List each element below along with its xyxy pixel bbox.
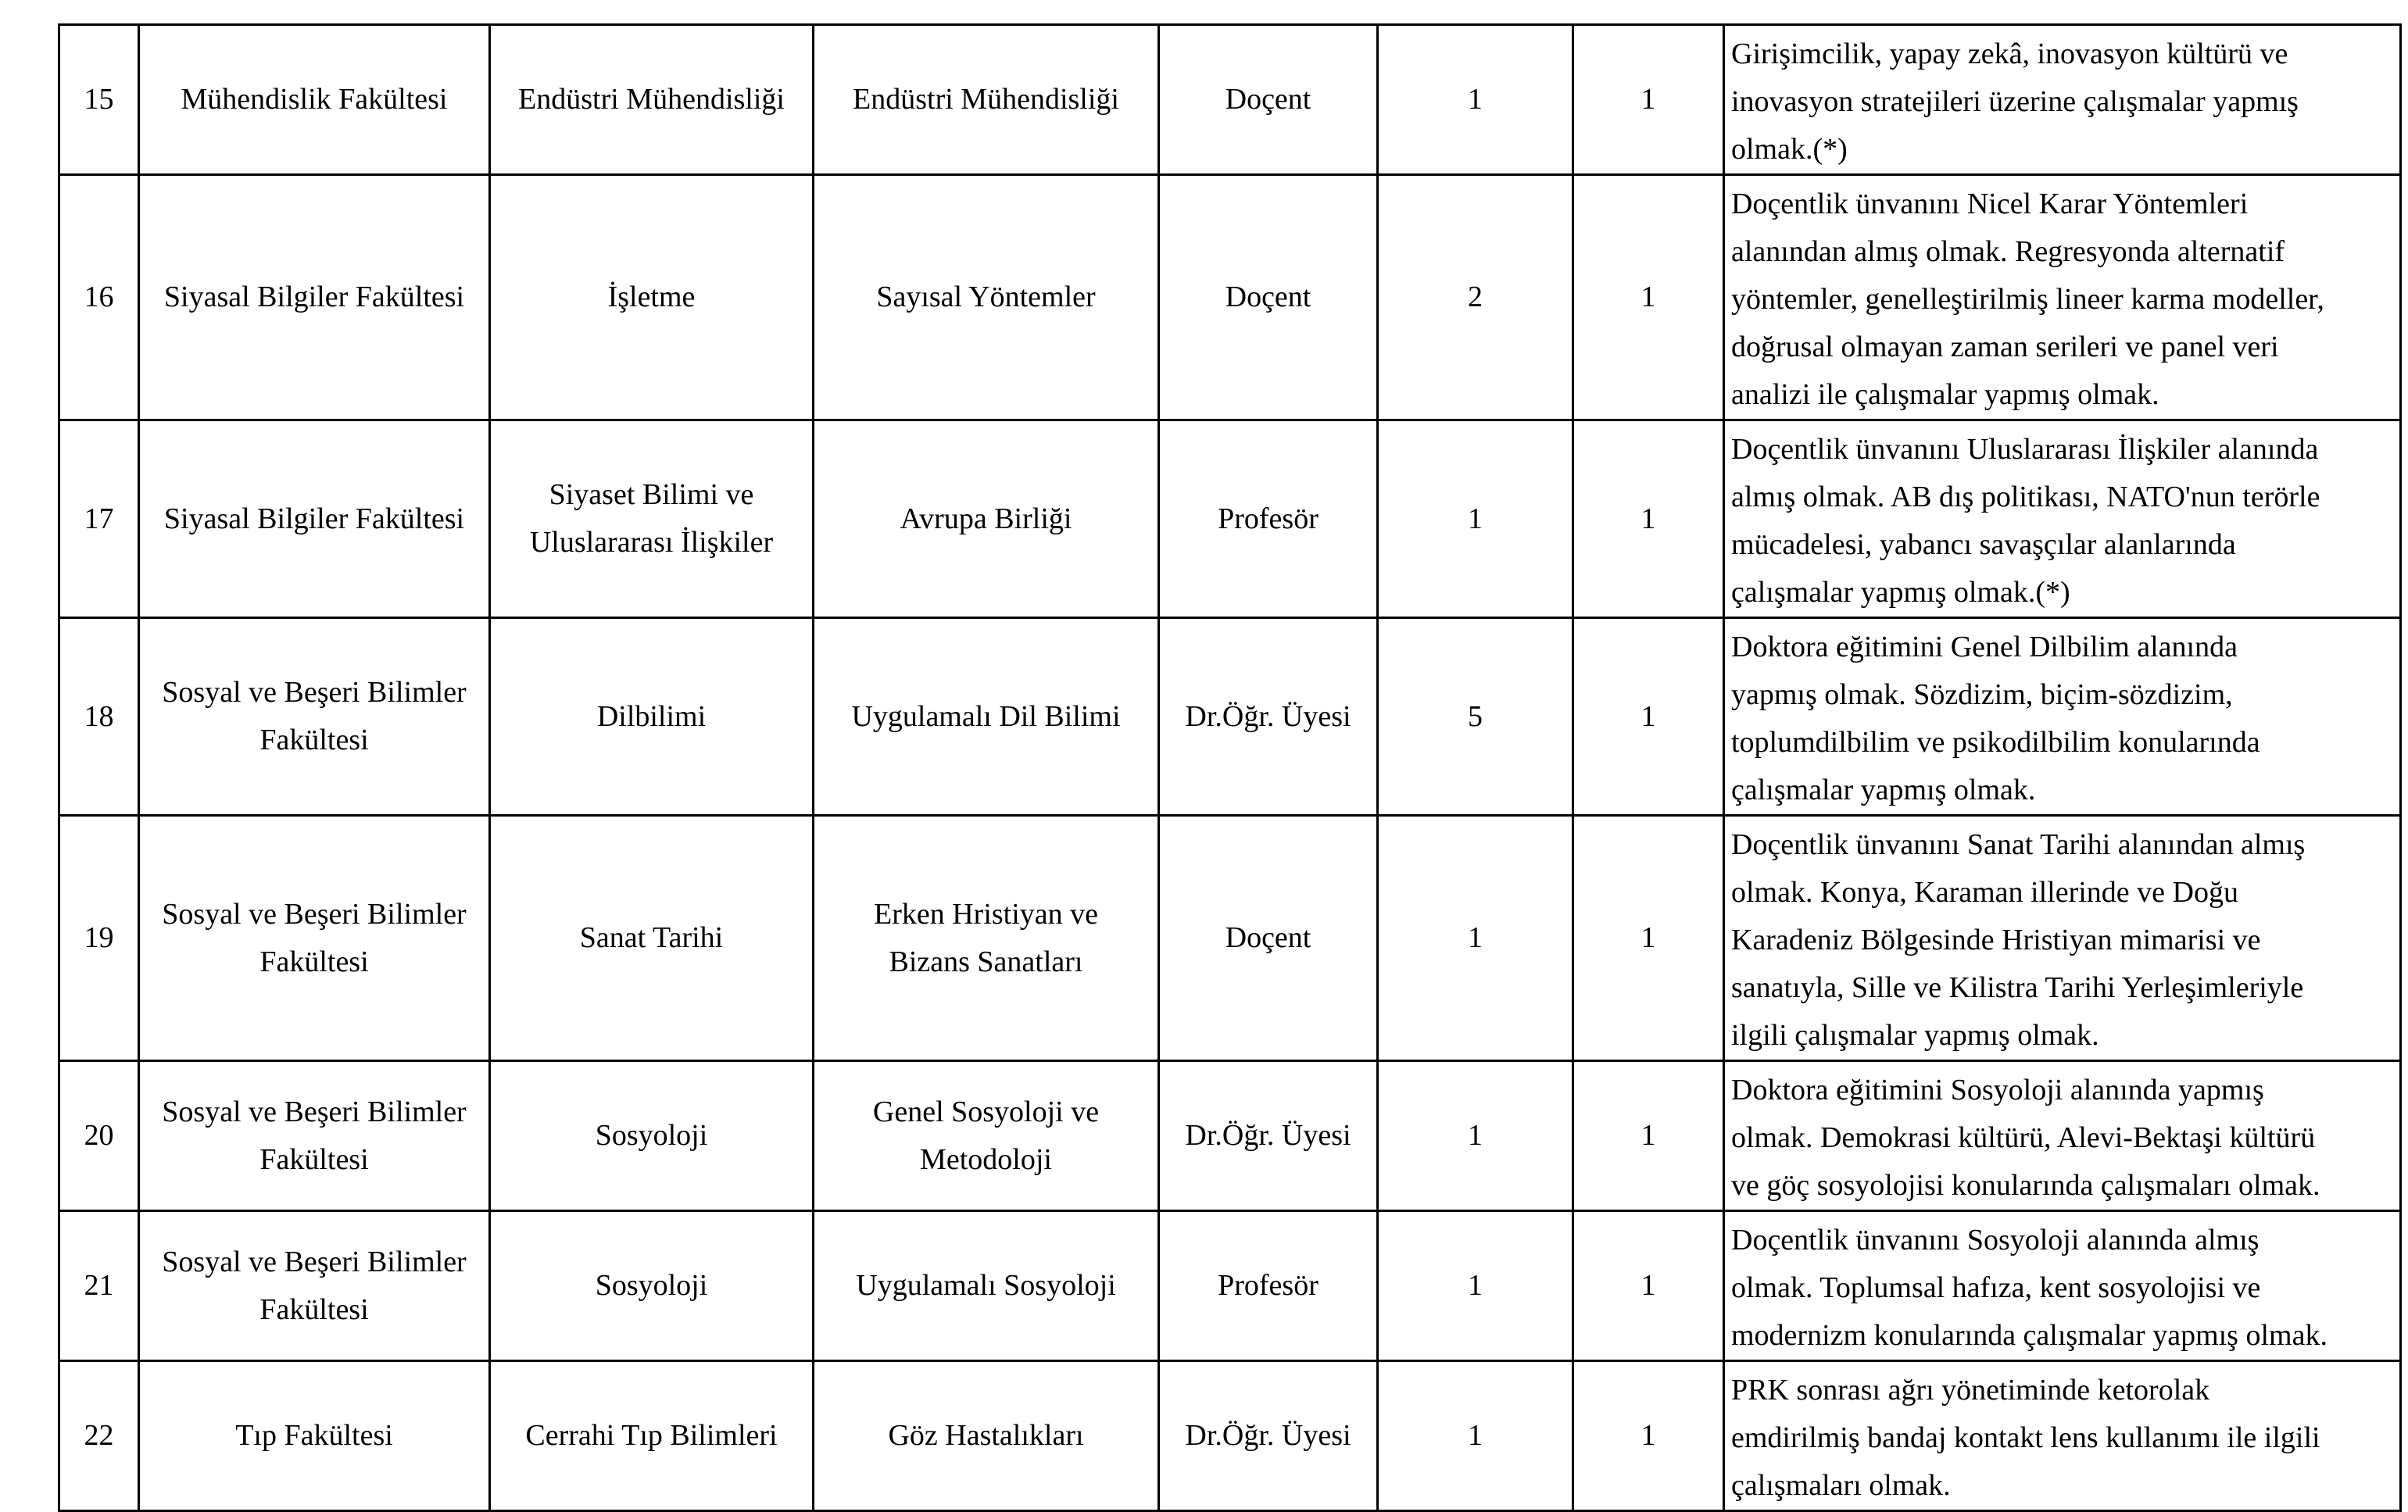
title-cell: Profesör [1159, 1211, 1378, 1361]
row-number: 19 [59, 816, 139, 1061]
title-cell: Doçent [1159, 175, 1378, 420]
requirement-cell: Doçentlik ünvanını Sanat Tarihi alanından almış olmak. Konya, Karaman illerinde ve Doğu Karadeniz Bölgesinde Hristiyan mimarisi ve sanatıyla, Sille ve Kilistra Tarihi Yerleşimleriyle ilgili çalışmalar yapmış olmak. [1724, 816, 2401, 1061]
table-row [59, 25, 2401, 175]
degree-cell: 1 [1378, 816, 1573, 1061]
row-number: 18 [59, 618, 139, 816]
row-number: 20 [59, 1061, 139, 1211]
requirement-cell: Doçentlik ünvanını Nicel Karar Yöntemleri alanından almış olmak. Regresyonda alternatif yöntemler, genelleştirilmiş lineer karma modeller, doğrusal olmayan zaman serileri ve panel veri analizi ile çalışmalar yapmış olmak. [1724, 175, 2401, 420]
row-number: 22 [59, 1361, 139, 1511]
faculty-cell: Siyasal Bilgiler Fakültesi [139, 420, 490, 618]
requirement-cell: Doçentlik ünvanını Sosyoloji alanında almış olmak. Toplumsal hafıza, kent sosyolojisi ve modernizm konularında çalışmalar yapmış olmak. [1724, 1211, 2401, 1361]
table-row [59, 1061, 2401, 1211]
count-cell: 1 [1573, 175, 1724, 420]
title-cell: Profesör [1159, 420, 1378, 618]
row-number: 15 [59, 25, 139, 175]
faculty-cell: Tıp Fakültesi [139, 1361, 490, 1511]
program-cell: Endüstri Mühendisliği [814, 25, 1159, 175]
program-cell: Uygulamalı Dil Bilimi [814, 618, 1159, 816]
count-cell: 1 [1573, 1211, 1724, 1361]
faculty-cell: Mühendislik Fakültesi [139, 25, 490, 175]
department-cell: Sanat Tarihi [490, 816, 814, 1061]
row-number: 16 [59, 175, 139, 420]
requirement-cell: Doktora eğitimini Genel Dilbilim alanında yapmış olmak. Sözdizim, biçim-sözdizim, toplumdilbilim ve psikodilbilim konularında çalışmalar yapmış olmak. [1724, 618, 2401, 816]
department-cell: İşletme [490, 175, 814, 420]
title-cell: Dr.Öğr. Üyesi [1159, 1061, 1378, 1211]
degree-cell: 1 [1378, 1061, 1573, 1211]
degree-cell: 1 [1378, 1361, 1573, 1511]
count-cell: 1 [1573, 1361, 1724, 1511]
table-row [59, 1211, 2401, 1361]
program-cell: Uygulamalı Sosyoloji [814, 1211, 1159, 1361]
faculty-cell: Sosyal ve Beşeri Bilimler Fakültesi [139, 618, 490, 816]
count-cell: 1 [1573, 1061, 1724, 1211]
row-number: 17 [59, 420, 139, 618]
program-cell: Sayısal Yöntemler [814, 175, 1159, 420]
program-cell: Göz Hastalıkları [814, 1361, 1159, 1511]
positions-table [58, 23, 2402, 1512]
department-cell: Sosyoloji [490, 1061, 814, 1211]
department-cell: Siyaset Bilimi ve Uluslararası İlişkiler [490, 420, 814, 618]
faculty-cell: Sosyal ve Beşeri Bilimler Fakültesi [139, 816, 490, 1061]
faculty-cell: Sosyal ve Beşeri Bilimler Fakültesi [139, 1211, 490, 1361]
table-row [59, 420, 2401, 618]
degree-cell: 2 [1378, 175, 1573, 420]
title-cell: Doçent [1159, 25, 1378, 175]
table-body [59, 25, 2401, 1511]
department-cell: Endüstri Mühendisliği [490, 25, 814, 175]
program-cell: Genel Sosyoloji ve Metodoloji [814, 1061, 1159, 1211]
department-cell: Dilbilimi [490, 618, 814, 816]
count-cell: 1 [1573, 618, 1724, 816]
degree-cell: 1 [1378, 420, 1573, 618]
degree-cell: 1 [1378, 25, 1573, 175]
table-row [59, 1361, 2401, 1511]
department-cell: Cerrahi Tıp Bilimleri [490, 1361, 814, 1511]
row-number: 21 [59, 1211, 139, 1361]
title-cell: Dr.Öğr. Üyesi [1159, 1361, 1378, 1511]
faculty-cell: Sosyal ve Beşeri Bilimler Fakültesi [139, 1061, 490, 1211]
program-cell: Erken Hristiyan ve Bizans Sanatları [814, 816, 1159, 1061]
title-cell: Doçent [1159, 816, 1378, 1061]
degree-cell: 5 [1378, 618, 1573, 816]
table-row [59, 175, 2401, 420]
requirement-cell: Girişimcilik, yapay zekâ, inovasyon kültürü ve inovasyon stratejileri üzerine çalışmalar yapmış olmak.(*) [1724, 25, 2401, 175]
program-cell: Avrupa Birliği [814, 420, 1159, 618]
count-cell: 1 [1573, 420, 1724, 618]
degree-cell: 1 [1378, 1211, 1573, 1361]
requirement-cell: Doktora eğitimini Sosyoloji alanında yapmış olmak. Demokrasi kültürü, Alevi-Bektaşi kültürü ve göç sosyolojisi konularında çalışmaları olmak. [1724, 1061, 2401, 1211]
requirement-cell: PRK sonrası ağrı yönetiminde ketorolak emdirilmiş bandaj kontakt lens kullanımı ile ilgili çalışmaları olmak. [1724, 1361, 2401, 1511]
count-cell: 1 [1573, 25, 1724, 175]
faculty-cell: Siyasal Bilgiler Fakültesi [139, 175, 490, 420]
table-row [59, 618, 2401, 816]
title-cell: Dr.Öğr. Üyesi [1159, 618, 1378, 816]
requirement-cell: Doçentlik ünvanını Uluslararası İlişkiler alanında almış olmak. AB dış politikası, NATO'nun terörle mücadelesi, yabancı savaşçılar alanlarında çalışmalar yapmış olmak.(*) [1724, 420, 2401, 618]
department-cell: Sosyoloji [490, 1211, 814, 1361]
table-row [59, 816, 2401, 1061]
count-cell: 1 [1573, 816, 1724, 1061]
